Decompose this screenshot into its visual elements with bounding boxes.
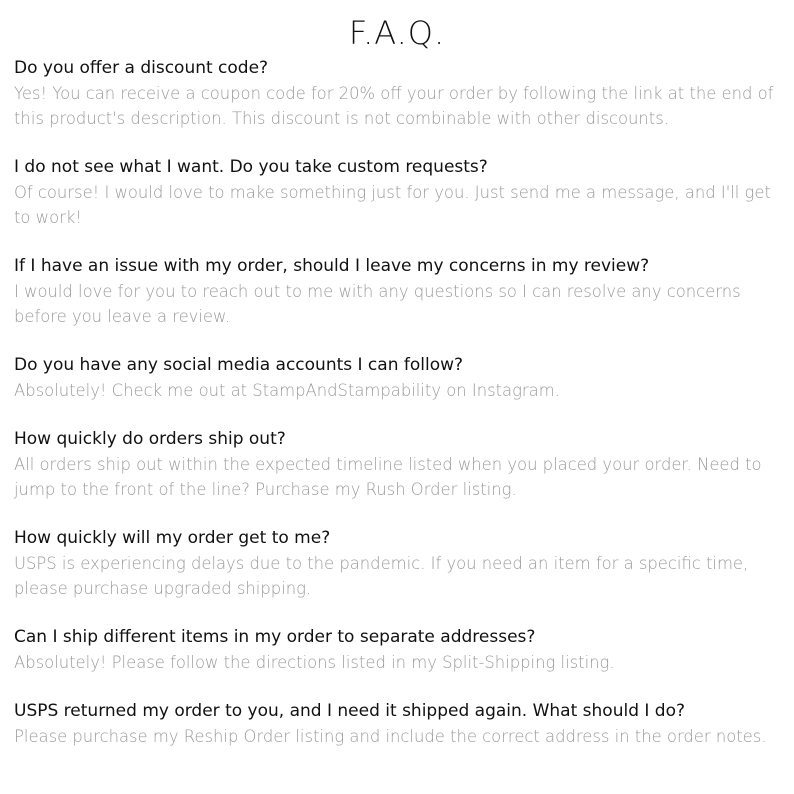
faq-question: USPS returned my order to you, and I need it shipped again. What should I do? xyxy=(14,701,686,721)
faq-list xyxy=(14,55,780,749)
faq-question: Do you offer a discount code? xyxy=(14,58,269,78)
faq-question: How quickly do orders ship out? xyxy=(14,429,286,449)
faq-item-social-media xyxy=(14,352,780,403)
faq-answer: Absolutely! Check me out at StampAndStampability on Instagram. xyxy=(14,381,560,400)
faq-answer: Yes! You can receive a coupon code for 20% off your order by following the link at the end of this product's description. This discount is not combinable with other discounts. xyxy=(14,84,774,128)
faq-answer: I would love for you to reach out to me with any questions so I can resolve any concerns before you leave a review. xyxy=(14,282,741,326)
faq-question: If I have an issue with my order, should I leave my concerns in my review? xyxy=(14,256,650,276)
faq-item-order-issue xyxy=(14,253,780,329)
page-title: F.A.Q. xyxy=(348,14,446,52)
faq-question: How quickly will my order get to me? xyxy=(14,528,331,548)
faq-item-discount-code xyxy=(14,55,780,131)
faq-item-ship-time xyxy=(14,426,780,502)
faq-answer: All orders ship out within the expected timeline listed when you placed your order. Need to jump to the front of the line? Purchase my Rush Order listing. xyxy=(14,455,762,499)
faq-answer: Of course! I would love to make something just for you. Just send me a message, and I'll get to work! xyxy=(14,183,771,227)
faq-question: Do you have any social media accounts I can follow? xyxy=(14,355,464,375)
faq-answer: Absolutely! Please follow the directions listed in my Split-Shipping listing. xyxy=(14,653,615,672)
faq-item-custom-requests xyxy=(14,154,780,230)
faq-answer: Please purchase my Reship Order listing and include the correct address in the order notes. xyxy=(14,727,767,746)
faq-question: Can I ship different items in my order to separate addresses? xyxy=(14,627,536,647)
faq-question: I do not see what I want. Do you take custom requests? xyxy=(14,157,488,177)
faq-item-reship xyxy=(14,698,780,749)
faq-answer: USPS is experiencing delays due to the pandemic. If you need an item for a specific time, please purchase upgraded shipping. xyxy=(14,554,749,598)
faq-item-split-shipping xyxy=(14,624,780,675)
faq-item-delivery-time xyxy=(14,525,780,601)
